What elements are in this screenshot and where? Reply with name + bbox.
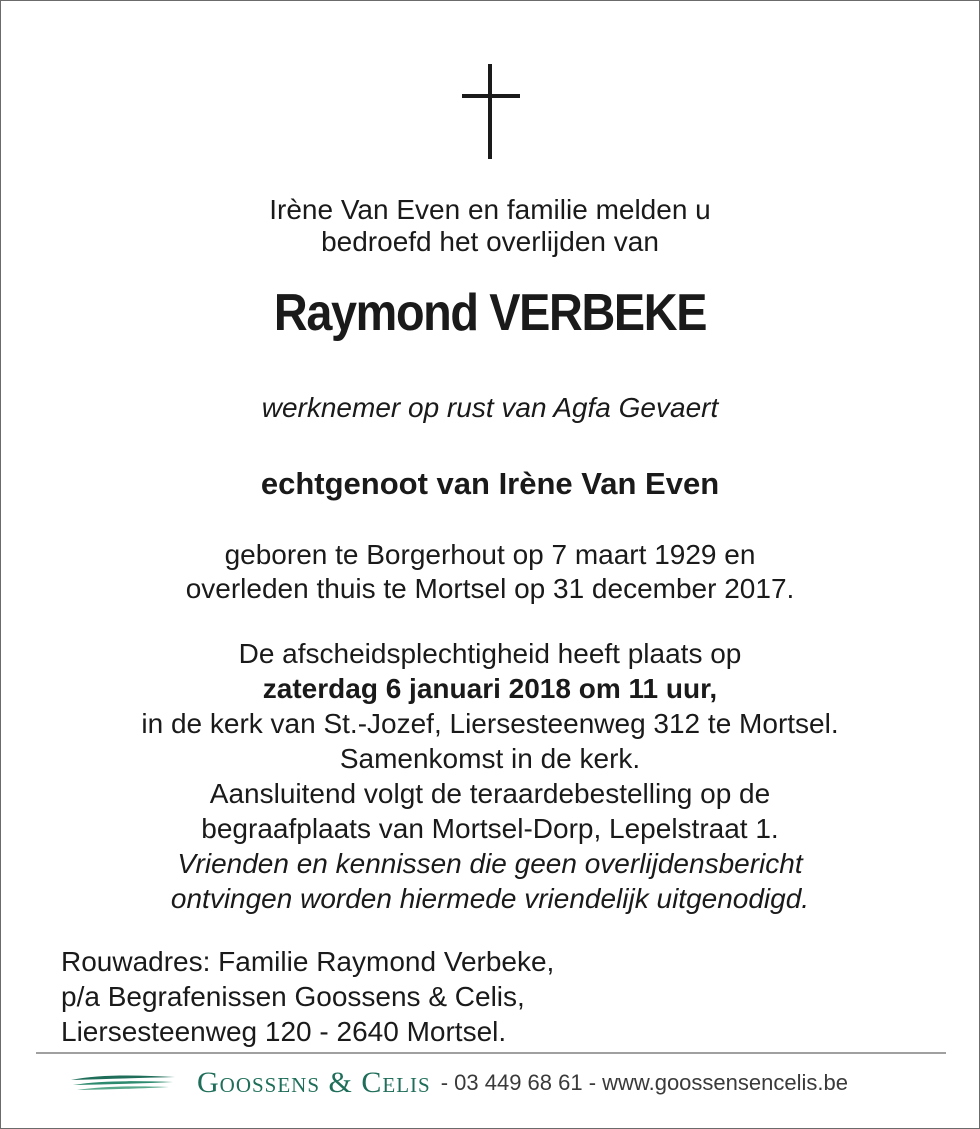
announcement-intro	[1, 194, 979, 258]
footer-divider	[36, 1052, 946, 1054]
invitation-line-1: Vrienden en kennissen die geen overlijdensbericht	[177, 848, 803, 879]
ceremony-line-6: begraafplaats van Mortsel-Dorp, Lepelstraat 1.	[201, 813, 779, 844]
ceremony-details	[1, 636, 979, 916]
spouse-line: echtgenoot van Irène Van Even	[260, 466, 720, 501]
ceremony-location: in de kerk van St.-Jozef, Liersesteenweg 312 te Mortsel.	[141, 708, 839, 739]
mourning-address	[61, 944, 554, 1049]
ceremony-line-4: Samenkomst in de kerk.	[339, 743, 641, 774]
intro-line-2: bedroefd het overlijden van	[321, 226, 659, 257]
birth-line: geboren te Borgerhout op 7 maart 1929 en	[224, 539, 756, 570]
address-line-1: Rouwadres: Familie Raymond Verbeke,	[61, 946, 555, 977]
ceremony-line-5: Aansluitend volgt de teraardebestelling op de	[209, 778, 771, 809]
swoosh-logo-icon	[69, 1071, 177, 1095]
ceremony-line-1: De afscheidsplechtigheid heeft plaats op	[238, 638, 742, 669]
funeral-home-contact: - 03 449 68 61 - www.goossensencelis.be	[440, 1070, 848, 1095]
funeral-home-brand: Goossens & Celis	[197, 1066, 431, 1099]
death-line: overleden thuis te Mortsel op 31 december 2017.	[185, 573, 795, 604]
birth-death-dates	[1, 538, 979, 606]
funeral-home-footer	[69, 1066, 848, 1100]
address-line-2: p/a Begrafenissen Goossens & Celis,	[61, 981, 525, 1012]
ceremony-date: zaterdag 6 januari 2018 om 11 uur,	[262, 673, 718, 704]
deceased-name: Raymond VERBEKE	[273, 284, 707, 342]
occupation: werknemer op rust van Agfa Gevaert	[261, 392, 719, 423]
invitation-line-2: ontvingen worden hiermede vriendelijk uitgenodigd.	[170, 883, 810, 914]
intro-line-1: Irène Van Even en familie melden u	[269, 194, 711, 225]
address-line-3: Liersesteenweg 120 - 2640 Mortsel.	[61, 1016, 507, 1047]
cross-icon	[462, 64, 520, 159]
